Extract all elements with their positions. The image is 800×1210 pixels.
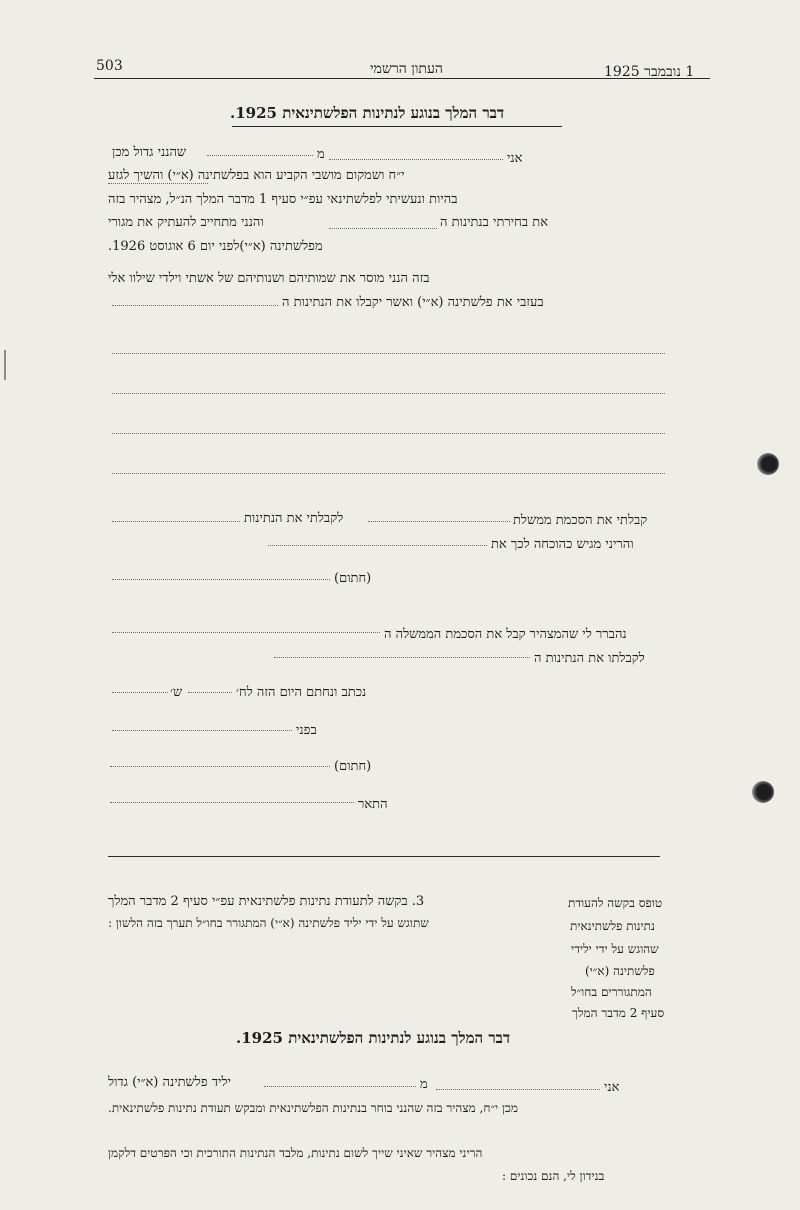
p1-line4b: והנני מתחייב להעתיק את מגורי [108, 215, 264, 230]
fill-line [329, 228, 437, 229]
page-number: 503 [96, 58, 123, 74]
punch-hole-top [757, 453, 779, 475]
form1-title-underline [232, 126, 562, 127]
f3-line2: מכן י״ח, מצהיר בזה שהנני בוחר בנתינות הפלשתינאית ומבקש תעודת נתינות פלשתינאית. [108, 1101, 519, 1115]
f3-line4: בנידון לי, הנם נכונים : [502, 1169, 605, 1183]
side-note-3: שהוגש על ידי ילידי [571, 942, 659, 956]
fill-line [112, 632, 380, 633]
fill-line [112, 305, 278, 306]
p1-line2: י״ח ושמקום מושבי הקביע הוא בפלשתינה (א״י) והשיך לגזע [108, 168, 405, 183]
f3-line3: הריני מצהיר שאיני שייך לשום נתינות, מלבד הנתינות התורכית וכי הפרטים דלקמן [108, 1146, 483, 1160]
consent-line2: והריני מגיש כהוכחה לכך את [491, 537, 634, 552]
p1-line4a: את בחירתי בנתינות ה [440, 215, 549, 230]
section-divider [108, 856, 660, 857]
fill-line [112, 692, 168, 693]
blank-line-2 [112, 393, 665, 394]
form3-title: דבר המלך בנוגע לנתינות הפלשתינאית 1925. [236, 1029, 511, 1047]
side-note-2: נתינות פלשתינאית [570, 919, 655, 933]
form1-title: דבר המלך בנוגע לנתינות הפלשתינאית 1925. [230, 104, 505, 122]
consent-b: לקבלתי את הנתינות [244, 511, 344, 526]
fill-line [268, 545, 487, 546]
side-note-4: פלשתינה (א״י) [585, 964, 655, 978]
side-note-5: המתגוררים בחו״ל [571, 985, 652, 999]
publication-name: העתון הרשמי [370, 61, 443, 77]
fill-line [436, 1089, 600, 1090]
clarify-line1: נהברר לי שהמצהיר קבל את הסכמת הממשלה ה [384, 627, 627, 642]
fill-line [110, 802, 354, 803]
fill-line [368, 521, 510, 522]
f3-line1-rest: יליד פלשתינה (א״י) גדול [108, 1075, 231, 1090]
signed-label: (חתום) [334, 759, 372, 774]
blank-line-1 [112, 353, 665, 354]
blank-line-3 [112, 433, 665, 434]
clarify-line2: לקבלתו את הנתינות ה [534, 651, 645, 666]
header-rule [94, 78, 710, 79]
scan-edge-mark [4, 350, 6, 380]
p1-ani: אני [507, 151, 523, 166]
fill-line [112, 730, 292, 731]
before-label: בפני [296, 723, 317, 738]
issue-date: 1 נובמבר 1925 [604, 64, 695, 80]
side-note-6: סעיף 2 מדבר המלך [572, 1006, 665, 1020]
fill-line [112, 521, 240, 522]
f3-ani: אני [604, 1080, 620, 1095]
fill-line [188, 692, 232, 693]
consent-a: קבלתי את הסכמת ממשלת [513, 513, 648, 528]
p1-line3: בהיות ונעשיתי לפלשתינאי עפ״י סעיף 1 מדבר המלך הנ״ל, מצהיר בזה [108, 192, 458, 207]
p1-m: מ [317, 147, 325, 162]
written-a: נכתב ונחתם היום הזה לח׳ [236, 685, 367, 700]
p1-line5: מפלשתינה (א״י)לפני יום 6 אוגוסט 1926. [108, 239, 323, 254]
section3-heading-2: שתוגש על ידי יליד פלשתינה (א״י) המתגורר בחו״ל תערך בזה הלשון : [108, 916, 429, 930]
p1-line1-rest: שהנני גדול מכן [112, 145, 187, 160]
fill-line [207, 155, 313, 156]
fill-line [329, 159, 503, 160]
blank-line-4 [112, 473, 665, 474]
side-note-1: טופס בקשה להעודת [568, 896, 663, 910]
fill-line [108, 183, 208, 184]
punch-hole-bottom [752, 781, 774, 803]
fill-line [274, 657, 530, 658]
f3-m: מ [420, 1077, 428, 1092]
p2-line2: בעזבי את פלשתינה (א״י) ואשר יקבלו את הנתינות ה [282, 295, 544, 310]
written-b: ש׳ [170, 685, 183, 700]
signature-label: (חתום) [334, 571, 372, 586]
signature-line [112, 579, 330, 580]
title-label: התאר [358, 797, 388, 812]
p2-line1: בזה הנני מוסר את שמותיהם ושנותיהם של אשתי וילדי שילוו אלי [108, 271, 430, 286]
fill-line [264, 1086, 416, 1087]
signed-line [110, 766, 330, 767]
section3-heading-1: 3. בקשה לתעודת נתינות פלשתינאית עפ״י סעיף 2 מדבר המלך [108, 894, 425, 909]
